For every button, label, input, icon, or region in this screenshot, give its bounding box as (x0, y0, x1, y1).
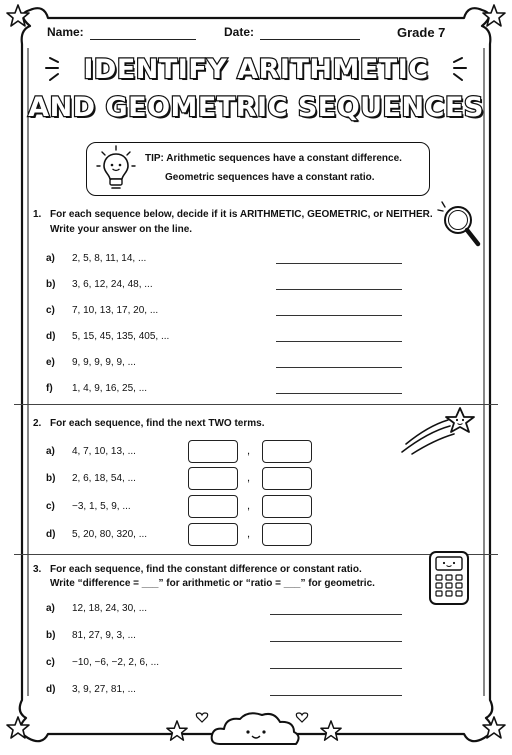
shooting-star-icon (398, 404, 482, 456)
tip-line1: TIP: Arithmetic sequences have a constant difference. (145, 153, 402, 164)
q1-item-sequence: 2, 5, 8, 11, 14, ... (72, 253, 147, 264)
answer-box[interactable] (188, 440, 238, 463)
q3-item-letter: b) (46, 630, 56, 641)
star-icon (482, 716, 506, 740)
lightbulb-icon (96, 146, 136, 192)
star-icon (6, 716, 30, 740)
heart-icon (296, 712, 308, 723)
grade-label: Grade 7 (397, 25, 446, 40)
q1-item-letter: c) (46, 305, 55, 316)
q2-item-letter: a) (46, 446, 55, 457)
q1-item-sequence: 1, 4, 9, 16, 25, ... (72, 383, 148, 394)
q1-answer-line[interactable] (276, 367, 402, 368)
q1-answer-line[interactable] (276, 289, 402, 290)
q1-item-sequence: 9, 9, 9, 9, 9, ... (72, 357, 136, 368)
q3-number: 3. (33, 564, 42, 575)
q3-item-letter: a) (46, 603, 55, 614)
q2-item-sequence: 5, 20, 80, 320, ... (72, 529, 148, 540)
date-label: Date: (224, 25, 255, 39)
sparkle-icon (452, 58, 472, 82)
q2-item-sequence: −3, 1, 5, 9, ... (72, 501, 131, 512)
magnifying-glass-icon (438, 200, 482, 250)
q2-item-sequence: 4, 7, 10, 13, ... (72, 446, 136, 457)
q1-item-letter: f) (46, 383, 53, 394)
q1-answer-line[interactable] (276, 315, 402, 316)
section-divider (14, 554, 498, 555)
q3-item-letter: c) (46, 657, 55, 668)
answer-box[interactable] (262, 467, 312, 490)
q3-answer-line[interactable] (270, 641, 402, 642)
answer-box[interactable] (262, 495, 312, 518)
q3-instruction-line1: For each sequence, find the constant difference or constant ratio. (50, 564, 362, 575)
q2-item-letter: b) (46, 473, 56, 484)
q3-answer-line[interactable] (270, 614, 402, 615)
comma-separator: , (247, 528, 251, 540)
tip-box (86, 142, 430, 196)
heart-icon (196, 712, 208, 723)
q3-item-sequence: −10, −6, −2, 2, 6, ... (72, 657, 160, 668)
q1-answer-line[interactable] (276, 263, 402, 264)
comma-separator: , (247, 500, 251, 512)
q1-item-sequence: 7, 10, 13, 17, 20, ... (72, 305, 159, 316)
q3-item-letter: d) (46, 684, 56, 695)
q2-number: 2. (33, 418, 42, 429)
q1-instruction-line2: Write your answer on the line. (50, 224, 193, 235)
q2-item-letter: c) (46, 501, 55, 512)
q1-answer-line[interactable] (276, 393, 402, 394)
cloud-icon (206, 708, 306, 750)
q3-answer-line[interactable] (270, 695, 402, 696)
name-label: Name: (47, 25, 84, 39)
q1-item-sequence: 3, 6, 12, 24, 48, ... (72, 279, 153, 290)
q3-instruction-line2: Write “difference = ___” for arithmetic or “ratio = ___” for geometric. (50, 578, 375, 589)
answer-box[interactable] (262, 523, 312, 546)
star-icon (6, 4, 30, 28)
q1-instruction-line1: For each sequence below, decide if it is ARITHMETIC, GEOMETRIC, or NEITHER. (50, 209, 433, 220)
answer-box[interactable] (188, 467, 238, 490)
q1-item-letter: e) (46, 357, 55, 368)
comma-separator: , (247, 445, 251, 457)
answer-box[interactable] (188, 495, 238, 518)
tip-line2: Geometric sequences have a constant ratio. (165, 172, 375, 183)
q3-answer-line[interactable] (270, 668, 402, 669)
answer-box[interactable] (188, 523, 238, 546)
q3-item-sequence: 81, 27, 9, 3, ... (72, 630, 136, 641)
comma-separator: , (247, 472, 251, 484)
page-title-line2: AND GEOMETRIC SEQUENCES (28, 92, 484, 123)
name-line[interactable] (90, 39, 196, 40)
star-icon (320, 720, 342, 742)
star-icon (482, 4, 506, 28)
q1-item-letter: d) (46, 331, 56, 342)
star-icon (166, 720, 188, 742)
page-title-line1: IDENTIFY ARITHMETIC (83, 54, 429, 85)
q1-item-sequence: 5, 15, 45, 135, 405, ... (72, 331, 170, 342)
q1-item-letter: a) (46, 253, 55, 264)
sparkle-icon (40, 58, 60, 82)
q3-item-sequence: 3, 9, 27, 81, ... (72, 684, 136, 695)
calculator-icon (428, 550, 472, 606)
q3-item-sequence: 12, 18, 24, 30, ... (72, 603, 148, 614)
answer-box[interactable] (262, 440, 312, 463)
date-line[interactable] (260, 39, 360, 40)
q2-item-letter: d) (46, 529, 56, 540)
q2-item-sequence: 2, 6, 18, 54, ... (72, 473, 136, 484)
q1-number: 1. (33, 209, 42, 220)
q1-item-letter: b) (46, 279, 56, 290)
q1-answer-line[interactable] (276, 341, 402, 342)
q2-instruction: For each sequence, find the next TWO terms. (50, 418, 265, 429)
